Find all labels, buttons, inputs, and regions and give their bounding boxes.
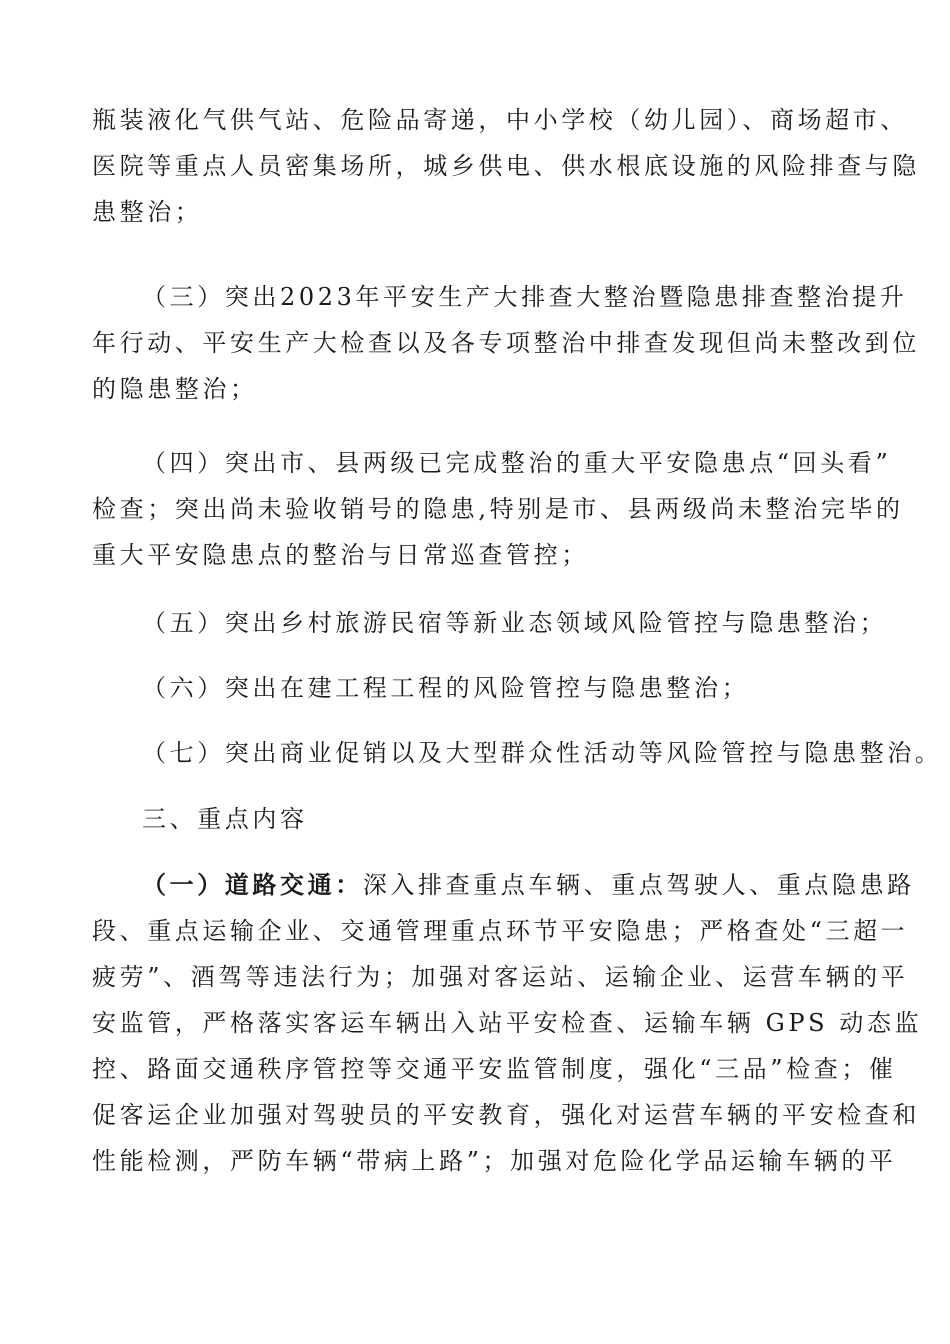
text-line: 医院等重点人员密集场所，城乡供电、供水根底设施的风险排查与隐 xyxy=(92,152,920,180)
paragraph-item-5 xyxy=(92,600,888,646)
text-line: 性能检测，严防车辆“带病上路”；加强对危险化学品运输车辆的平 xyxy=(92,1147,897,1175)
section-heading xyxy=(92,796,862,842)
text-line: 控、路面交通秩序管控等交通平安监管制度，强化“三品”检查；催 xyxy=(92,1055,897,1083)
section-heading-text: 三、重点内容 xyxy=(142,805,308,833)
subsection-lead: （一）道路交通： xyxy=(142,871,363,899)
paragraph-item-6 xyxy=(92,665,862,711)
text-line: （六）突出在建工程工程的风险管控与隐患整治； xyxy=(142,674,750,702)
text-line: 促客运企业加强对驾驶员的平安教育，强化对运营车辆的平安检查和 xyxy=(92,1101,920,1129)
text-line: 重大平安隐患点的整治与日常巡查管控； xyxy=(92,541,589,569)
text-line: （四）突出市、县两级已完成整治的重大平安隐患点“回头看” xyxy=(142,449,892,477)
text-line: （五）突出乡村旅游民宿等新业态领域风险管控与隐患整治； xyxy=(142,609,888,637)
text-line: 段、重点运输企业、交通管理重点环节平安隐患；严格查处“三超一 xyxy=(92,917,909,945)
text-line: （七）突出商业促销以及大型群众性活动等风险管控与隐患整治。 xyxy=(142,739,943,767)
text-run: 深入排查重点车辆、重点驾驶人、重点隐患路 xyxy=(362,871,915,899)
text-line: 检查；突出尚未验收销号的隐患,特别是市、县两级尚未整治完毕的 xyxy=(92,495,904,523)
paragraph-facilities xyxy=(92,97,920,235)
text-line: （三）突出2023年平安生产大排查大整治暨隐患排查整治提升 xyxy=(142,283,908,311)
text-line: 安监管，严格落实客运车辆出入站平安检查、运输车辆 GPS 动态监 xyxy=(92,1009,923,1037)
text-line: 患整治； xyxy=(92,198,203,226)
text-line: 年行动、平安生产大检查以及各专项整治中排查发现但尚未整改到位 xyxy=(92,329,920,357)
paragraph-item-4 xyxy=(92,440,904,578)
text-line xyxy=(92,862,915,908)
text-line: 瓶装液化气供气站、危险品寄递，中小学校（幼儿园）、商场超市、 xyxy=(92,106,908,134)
paragraph-item-3 xyxy=(92,274,920,412)
paragraph-item-7 xyxy=(92,730,943,776)
text-line: 疲劳”、酒驾等违法行为；加强对客运站、运输企业、运营车辆的平 xyxy=(92,963,909,991)
text-line: 的隐患整治； xyxy=(92,375,258,403)
paragraph-road-traffic xyxy=(92,862,923,1184)
